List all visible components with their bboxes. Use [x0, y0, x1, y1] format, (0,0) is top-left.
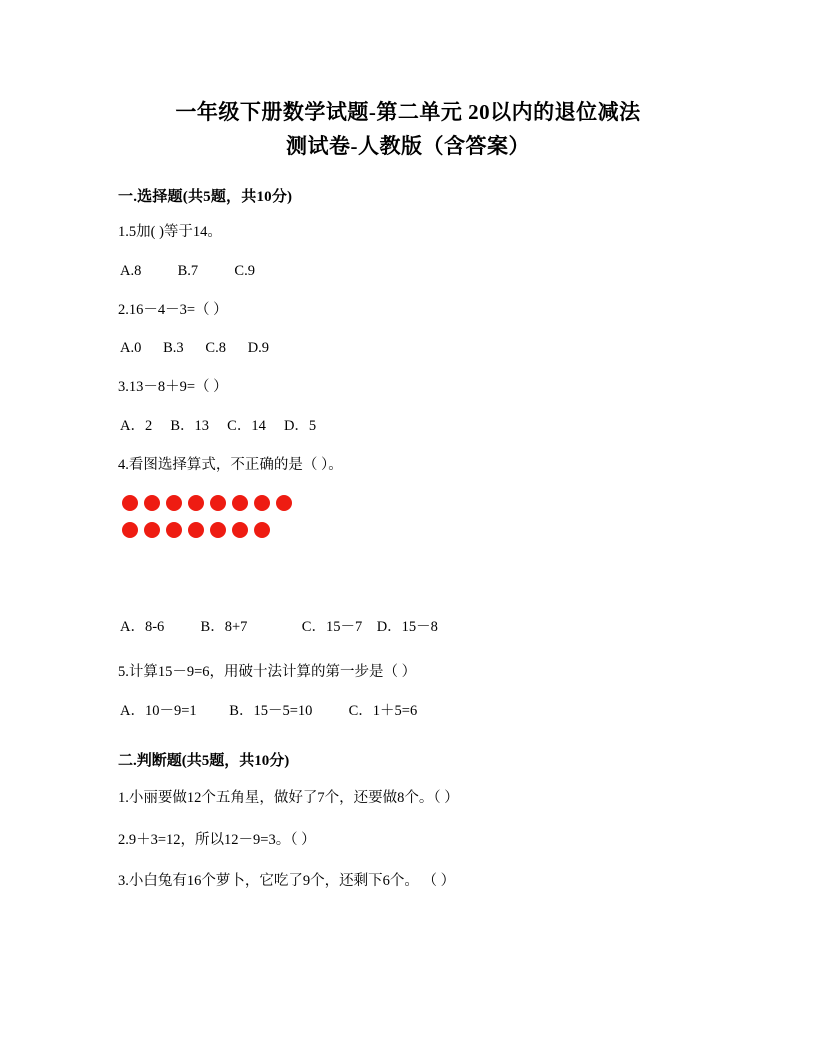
red-dot-icon [254, 495, 270, 511]
document-body [0, 185, 816, 893]
question-5-options: A．10－9=1 B．15－5=10 C．1＋5=6 [120, 703, 418, 719]
red-dot-icon [232, 522, 248, 538]
red-dot-icon [122, 495, 138, 511]
red-dot-icon [210, 522, 226, 538]
truefalse-item-2: 2.9＋3=12，所以12－9=3。（ ） [118, 831, 316, 848]
question-4-options: A．8-6 B．8+7 C．15－7 D．15－8 [120, 619, 438, 636]
section-heading-truefalse: 二.判断题(共5题，共10分) [118, 752, 290, 769]
question-2-options: A.0 B.3 C.8 D.9 [120, 340, 270, 357]
truefalse-item-3: 3.小白兔有16个萝卜，它吃了9个，还剩下6个。 （ ） [118, 873, 456, 890]
red-dot-icon [188, 522, 204, 538]
dot-row-1 [122, 493, 698, 509]
red-dot-icon [144, 495, 160, 511]
question-5-stem: 5.计算15－9=6，用破十法计算的第一步是（ ） [118, 664, 417, 681]
red-dot-icon [210, 495, 226, 511]
red-dots-figure [118, 493, 698, 605]
question-4-stem: 4.看图选择算式，不正确的是（ ）。 [118, 456, 343, 473]
title-line-1: 一年级下册数学试题-第二单元 20以内的退位减法 [175, 100, 641, 124]
red-dot-icon [276, 495, 292, 511]
section-heading-choice: 一.选择题(共5题，共10分) [118, 189, 293, 205]
red-dot-icon [232, 495, 248, 511]
page-title [0, 0, 816, 163]
red-dot-icon [166, 522, 182, 538]
red-dot-icon [144, 522, 160, 538]
red-dot-icon [254, 522, 270, 538]
red-dot-icon [166, 495, 182, 511]
truefalse-item-1: 1.小丽要做12个五角星，做好了7个，还要做8个。（ ） [118, 789, 459, 806]
dot-row-2 [122, 520, 698, 536]
red-dot-icon [188, 495, 204, 511]
title-line-2: 测试卷-人教版（含答案） [286, 134, 530, 158]
question-1-options: A.8 B.7 C.9 [120, 262, 255, 279]
question-1-stem: 1.5加( )等于14。 [118, 224, 222, 240]
question-3-options: A．2 B．13 C．14 D．5 [120, 417, 317, 434]
figure-spacer [122, 547, 698, 605]
question-3-stem: 3.13－8＋9=（ ） [118, 379, 228, 395]
red-dot-icon [122, 522, 138, 538]
question-2-stem: 2.16－4－3=（ ） [118, 301, 228, 318]
